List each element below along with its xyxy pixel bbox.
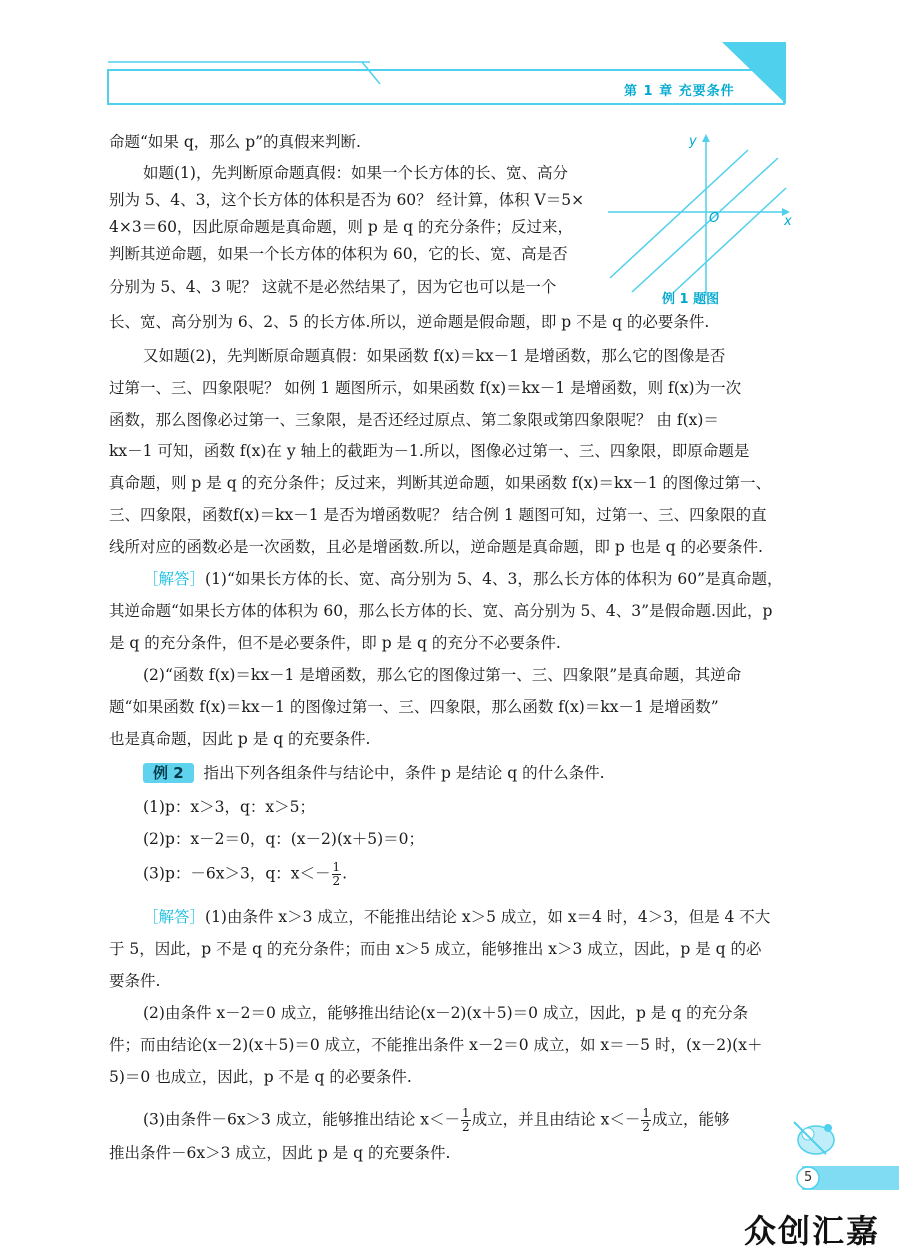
paragraph-line: 命题“如果 q，那么 p”的真假来判断. bbox=[109, 133, 361, 151]
example2-line: 例 2 指出下列各组条件与结论中，条件 p 是结论 q 的什么条件. bbox=[143, 763, 899, 783]
paragraph-line: (3)由条件－6x＞3 成立，能够推出结论 x＜－ $\frac{1}{2}$ 成立，并且由结论 x＜－ $\frac{1}{2}$ 成立，能够 bbox=[143, 1106, 730, 1134]
fraction: $\frac{1}{2}$ bbox=[642, 1106, 650, 1134]
answer-line: ［解答］(1)由条件 x＞3 成立，不能推出结论 x＞5 成立，如 x＝4 时，4＞3，但是 4 不大 bbox=[143, 908, 771, 926]
figure-caption: 例 1 题图 bbox=[662, 292, 720, 307]
chapter-title: 第 1 章 充要条件 bbox=[624, 84, 735, 99]
paragraph-line: 5)＝0 也成立，因此，p 不是 q 的必要条件. bbox=[109, 1068, 412, 1086]
paragraph-line: 4×3＝60，因此原命题是真命题，则 p 是 q 的充分条件；反过来， bbox=[109, 218, 573, 236]
answer-tag: ［解答］ bbox=[143, 570, 206, 588]
paragraph-line: 也是真命题，因此 p 是 q 的充要条件. bbox=[109, 730, 371, 748]
mascot-icon bbox=[786, 1112, 846, 1162]
fraction: $\frac{1}{2}$ bbox=[332, 860, 341, 888]
paragraph-line: 线所对应的函数必是一次函数，且必是增函数.所以，逆命题是真命题，即 p 也是 q 的必要条件. bbox=[109, 538, 763, 556]
axis-y-label: y bbox=[689, 134, 697, 149]
list-item: (2)p：x－2＝0，q：(x－2)(x＋5)＝0； bbox=[143, 830, 425, 848]
paragraph-line: kx－1 可知，函数 f(x)在 y 轴上的截距为－1.所以，图像必过第一、三、四象限，即原命题是 bbox=[109, 442, 750, 460]
paragraph-line: 是 q 的充分条件，但不是必要条件，即 p 是 q 的充分不必要条件. bbox=[109, 634, 561, 652]
paragraph-line: 于 5，因此，p 不是 q 的充分条件；而由 x＞5 成立，能够推出 x＞3 成立，因此，p 是 q 的必 bbox=[109, 940, 762, 958]
paragraph-line: 三、四象限，函数f(x)＝kx－1 是否为增函数呢？ 结合例 1 题图可知，过第一、三、四象限的直 bbox=[109, 506, 767, 524]
axis-x-label: x bbox=[784, 214, 792, 229]
origin-label: O bbox=[709, 211, 720, 226]
paragraph-line: 过第一、三、四象限呢？ 如例 1 题图所示，如果函数 f(x)＝kx－1 是增函数，则 f(x)为一次 bbox=[109, 379, 742, 397]
list-item: (1)p：x＞3，q：x＞5； bbox=[143, 798, 316, 816]
paragraph-line: 要条件. bbox=[109, 972, 161, 990]
paragraph-line: 真命题，则 p 是 q 的充分条件；反过来，判断其逆命题，如果函数 f(x)＝kx－1 的图像过第一、 bbox=[109, 474, 771, 492]
paragraph-line: 分别为 5、4、3 呢？ 这就不是必然结果了，因为它也可以是一个 bbox=[109, 278, 557, 296]
paragraph-line: (2)“函数 f(x)＝kx－1 是增函数，那么它的图像过第一、三、四象限”是真命题，其逆命 bbox=[143, 666, 742, 684]
paragraph-line: 别为 5、4、3，这个长方体的体积是否为 60？ 经计算，体积 V＝5× bbox=[109, 191, 585, 209]
paragraph-line: 题“如果函数 f(x)＝kx－1 的图像过第一、三、四象限，那么函数 f(x)＝kx－1 是增函数” bbox=[109, 698, 719, 716]
header-decoration bbox=[0, 0, 899, 115]
paragraph-line: 件；而由结论(x－2)(x＋5)＝0 成立，不能推出条件 x－2＝0 成立，如 x＝－5 时，(x－2)(x＋ bbox=[109, 1036, 763, 1054]
page-number: 5 bbox=[804, 1170, 813, 1185]
paragraph-line: 函数，那么图像必过第一、三象限，是否还经过原点、第二象限或第四象限呢？ 由 f(x)＝ bbox=[109, 411, 719, 429]
paragraph-line: 又如题(2)，先判断原命题真假：如果函数 f(x)＝kx－1 是增函数，那么它的图像是否 bbox=[143, 347, 726, 365]
fraction: $\frac{1}{2}$ bbox=[462, 1106, 470, 1134]
watermark-text: 众创汇嘉 bbox=[744, 1212, 881, 1250]
paragraph-line: 判断其逆命题，如果一个长方体的体积为 60，它的长、宽、高是否 bbox=[109, 245, 568, 263]
answer-tag: ［解答］ bbox=[143, 908, 206, 926]
example2-badge: 例 2 bbox=[143, 763, 194, 783]
paragraph-line: 如题(1)，先判断原命题真假：如果一个长方体的长、宽、高分 bbox=[143, 164, 568, 182]
paragraph-line: 长、宽、高分别为 6、2、5 的长方体.所以，逆命题是假命题，即 p 不是 q 的必要条件. bbox=[109, 313, 710, 331]
paragraph-line: 其逆命题“如果长方体的体积为 60，那么长方体的长、宽、高分别为 5、4、3”是假命题.因此，p bbox=[109, 602, 773, 620]
list-item: (3)p：－6x＞3，q：x＜－ $\frac{1}{2}$ . bbox=[143, 860, 348, 888]
paragraph-line: 推出条件－6x＞3 成立，因此 p 是 q 的充要条件. bbox=[109, 1144, 451, 1162]
answer-line: ［解答］(1)“如果长方体的长、宽、高分别为 5、4、3，那么长方体的体积为 60”是真命题， bbox=[143, 570, 783, 588]
paragraph-line: (2)由条件 x－2＝0 成立，能够推出结论(x－2)(x＋5)＝0 成立，因此，p 是 q 的充分条 bbox=[143, 1004, 749, 1022]
